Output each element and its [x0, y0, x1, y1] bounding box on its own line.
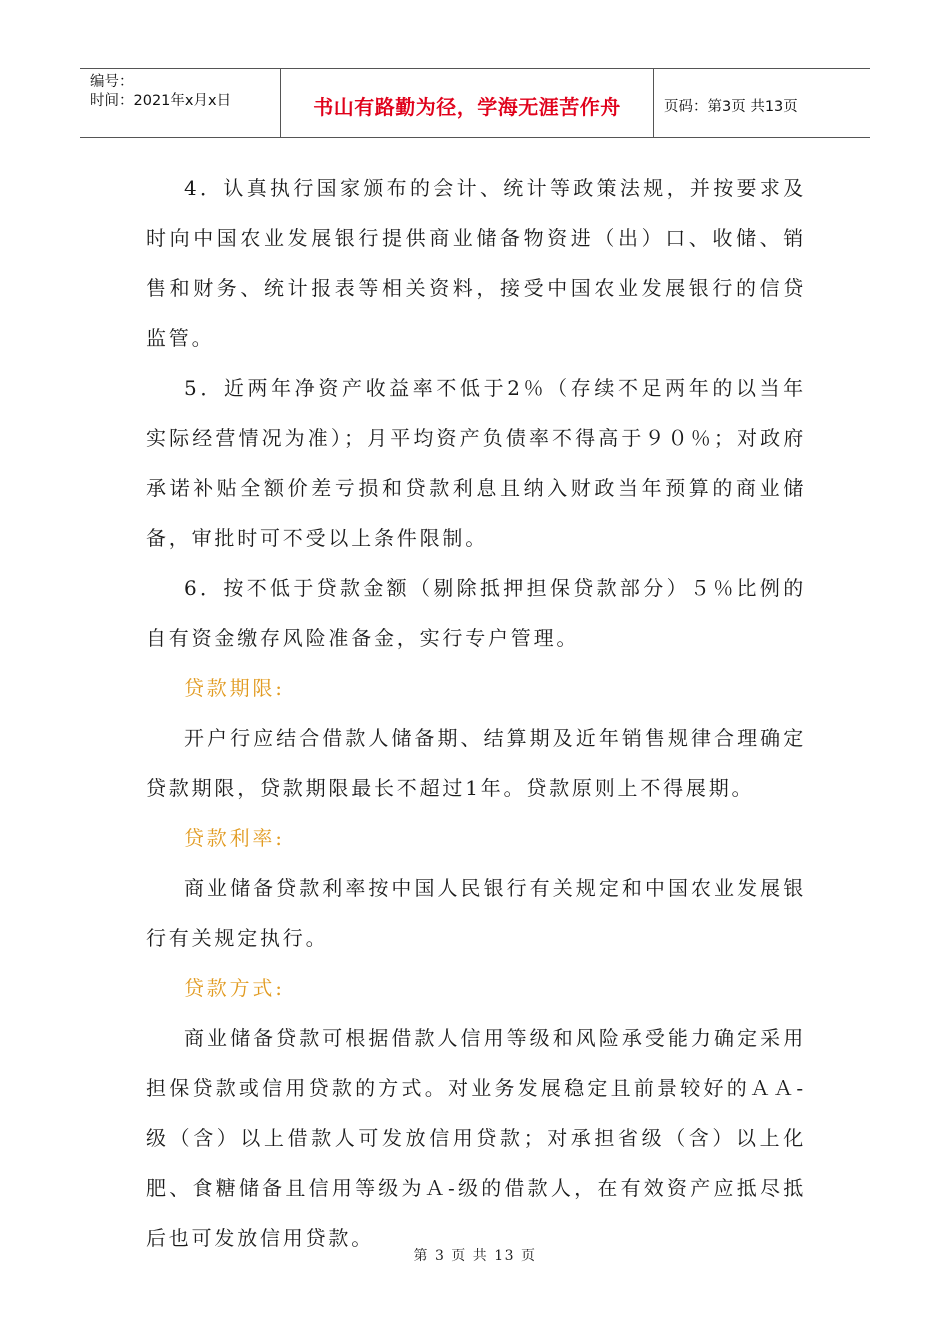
- section-heading-loan-rate: 贷款利率:: [184, 826, 285, 850]
- section-heading-loan-term: 贷款期限:: [184, 676, 285, 700]
- footer-page-number: 第 3 页 共 13 页: [413, 1248, 537, 1264]
- header-page-info: 页码：第3页 共13页: [664, 98, 798, 115]
- header-page-cell: [654, 69, 870, 137]
- document-header: [80, 68, 870, 138]
- paragraph-item-6: 6．按不低于贷款金额（剔除抵押担保贷款部分）５％比例的自有资金缴存风险准备金，实行专户管理。: [146, 576, 806, 650]
- section-heading-loan-method: 贷款方式:: [184, 976, 285, 1000]
- document-date-label: 时间：2021年x月x日: [90, 93, 232, 109]
- paragraph-loan-term: 开户行应结合借款人储备期、结算期及近年销售规律合理确定贷款期限，贷款期限最长不超过1年。贷款原则上不得展期。: [146, 726, 806, 800]
- document-number-label: 编号：: [90, 74, 134, 90]
- paragraph-loan-method: 商业储备贷款可根据借款人信用等级和风险承受能力确定采用担保贷款或信用贷款的方式。对业务发展稳定且前景较好的ＡＡ-级（含）以上借款人可发放信用贷款；对承担省级（含）以上化肥、食糖储备且信用等级为Ａ-级的借款人，在有效资产应抵尽抵后也可发放信用贷款。: [146, 1026, 806, 1250]
- document-body: [146, 163, 806, 1263]
- paragraph-loan-rate: 商业储备贷款利率按中国人民银行有关规定和中国农业发展银行有关规定执行。: [146, 876, 806, 950]
- header-motto-cell: [281, 69, 654, 137]
- paragraph-item-5: 5．近两年净资产收益率不低于2％（存续不足两年的以当年实际经营情况为准）；月平均资产负债率不得高于９０％；对政府承诺补贴全额价差亏损和贷款利息且纳入财政当年预算的商业储备，审批时可不受以上条件限制。: [146, 376, 806, 550]
- page-footer: [0, 1245, 950, 1265]
- header-meta-cell: [80, 69, 281, 137]
- header-motto: 书山有路勤为径，学海无涯苦作舟: [313, 94, 621, 119]
- paragraph-item-4: 4．认真执行国家颁布的会计、统计等政策法规，并按要求及时向中国农业发展银行提供商业储备物资进（出）口、收储、销售和财务、统计报表等相关资料，接受中国农业发展银行的信贷监管。: [146, 176, 806, 350]
